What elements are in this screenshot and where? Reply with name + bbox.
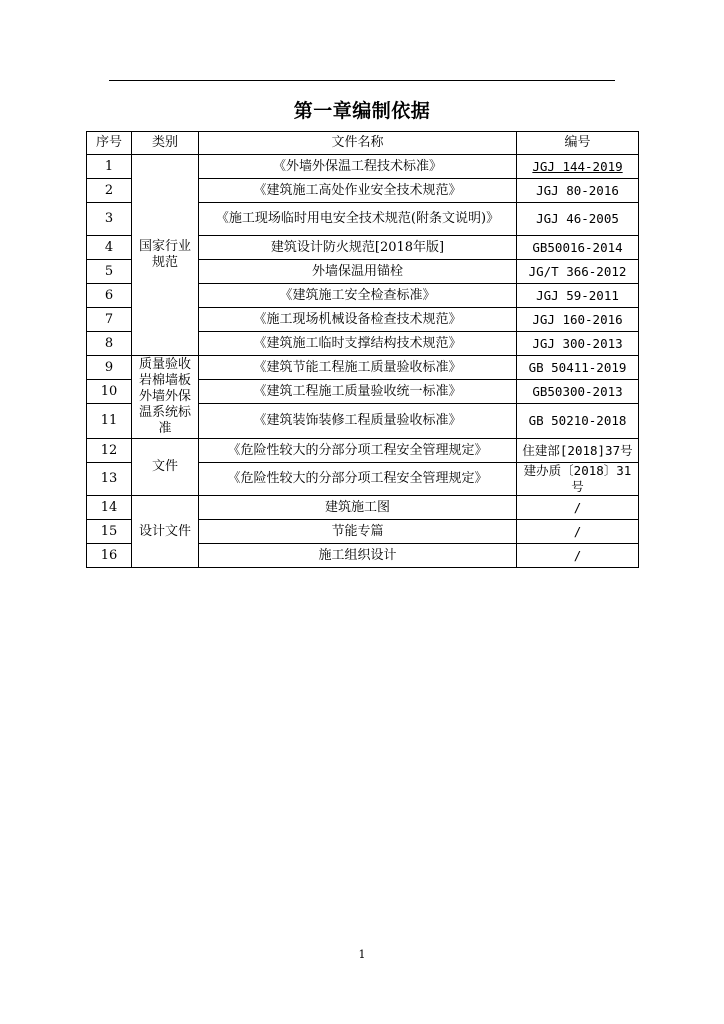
page-number: 1 xyxy=(358,948,366,961)
header-category: 类别 xyxy=(132,132,199,155)
row-no: 2 xyxy=(87,179,132,203)
header-rule xyxy=(109,80,615,81)
row-name: 外墙保温用锚栓 xyxy=(199,260,517,284)
header-code: 编号 xyxy=(517,132,639,155)
row-code: GB50300-2013 xyxy=(517,380,639,404)
row-code: 建办质〔2018〕31号 xyxy=(517,463,639,496)
row-name: 《建筑工程施工质量验收统一标准》 xyxy=(199,380,517,404)
row-code: JGJ 46-2005 xyxy=(517,203,639,236)
header-no: 序号 xyxy=(87,132,132,155)
row-name: 《建筑施工安全检查标准》 xyxy=(199,284,517,308)
row-name: 《建筑节能工程施工质量验收标准》 xyxy=(199,356,517,380)
table-row xyxy=(87,496,639,520)
row-name: 《危险性较大的分部分项工程安全管理规定》 xyxy=(199,439,517,463)
row-code: JG/T 366-2012 xyxy=(517,260,639,284)
row-no: 12 xyxy=(87,439,132,463)
row-no: 11 xyxy=(87,404,132,439)
row-code: JGJ 59-2011 xyxy=(517,284,639,308)
row-no: 16 xyxy=(87,544,132,568)
row-no: 15 xyxy=(87,520,132,544)
row-name: 《施工现场临时用电安全技术规范(附条文说明)》 xyxy=(199,203,517,236)
row-no: 10 xyxy=(87,380,132,404)
table-header-row xyxy=(87,132,639,155)
row-code: / xyxy=(517,544,639,568)
row-no: 8 xyxy=(87,332,132,356)
row-name: 《外墙外保温工程技术标准》 xyxy=(199,155,517,179)
row-code: / xyxy=(517,520,639,544)
category-national: 国家行业规范 xyxy=(132,155,199,356)
row-no: 4 xyxy=(87,236,132,260)
row-code: JGJ 160-2016 xyxy=(517,308,639,332)
row-no: 5 xyxy=(87,260,132,284)
row-code: JGJ 144-2019 xyxy=(517,155,639,179)
chapter-title: 第一章编制依据 xyxy=(293,100,431,122)
row-code: / xyxy=(517,496,639,520)
table-row xyxy=(87,155,639,179)
row-name: 《施工现场机械设备检查技术规范》 xyxy=(199,308,517,332)
compilation-basis-table xyxy=(86,131,639,568)
row-code: GB 50411-2019 xyxy=(517,356,639,380)
row-name: 《建筑装饰装修工程质量验收标准》 xyxy=(199,404,517,439)
category-design: 设计文件 xyxy=(132,496,199,568)
row-name: 节能专篇 xyxy=(199,520,517,544)
row-no: 6 xyxy=(87,284,132,308)
row-name: 《危险性较大的分部分项工程安全管理规定》 xyxy=(199,463,517,496)
header-document-name: 文件名称 xyxy=(199,132,517,155)
row-code: 住建部[2018]37号 xyxy=(517,439,639,463)
row-no: 13 xyxy=(87,463,132,496)
row-no: 3 xyxy=(87,203,132,236)
row-no: 9 xyxy=(87,356,132,380)
row-code: GB 50210-2018 xyxy=(517,404,639,439)
category-quality: 质量验收岩棉墙板外墙外保温系统标准 xyxy=(132,356,199,439)
row-name: 建筑设计防火规范[2018年版] xyxy=(199,236,517,260)
row-no: 14 xyxy=(87,496,132,520)
category-documents: 文件 xyxy=(132,439,199,496)
row-name: 《建筑施工临时支撑结构技术规范》 xyxy=(199,332,517,356)
row-code: JGJ 300-2013 xyxy=(517,332,639,356)
row-no: 1 xyxy=(87,155,132,179)
row-name: 施工组织设计 xyxy=(199,544,517,568)
row-name: 建筑施工图 xyxy=(199,496,517,520)
row-code: GB50016-2014 xyxy=(517,236,639,260)
row-code: JGJ 80-2016 xyxy=(517,179,639,203)
table-row xyxy=(87,356,639,380)
table-row xyxy=(87,439,639,463)
row-name: 《建筑施工高处作业安全技术规范》 xyxy=(199,179,517,203)
row-no: 7 xyxy=(87,308,132,332)
